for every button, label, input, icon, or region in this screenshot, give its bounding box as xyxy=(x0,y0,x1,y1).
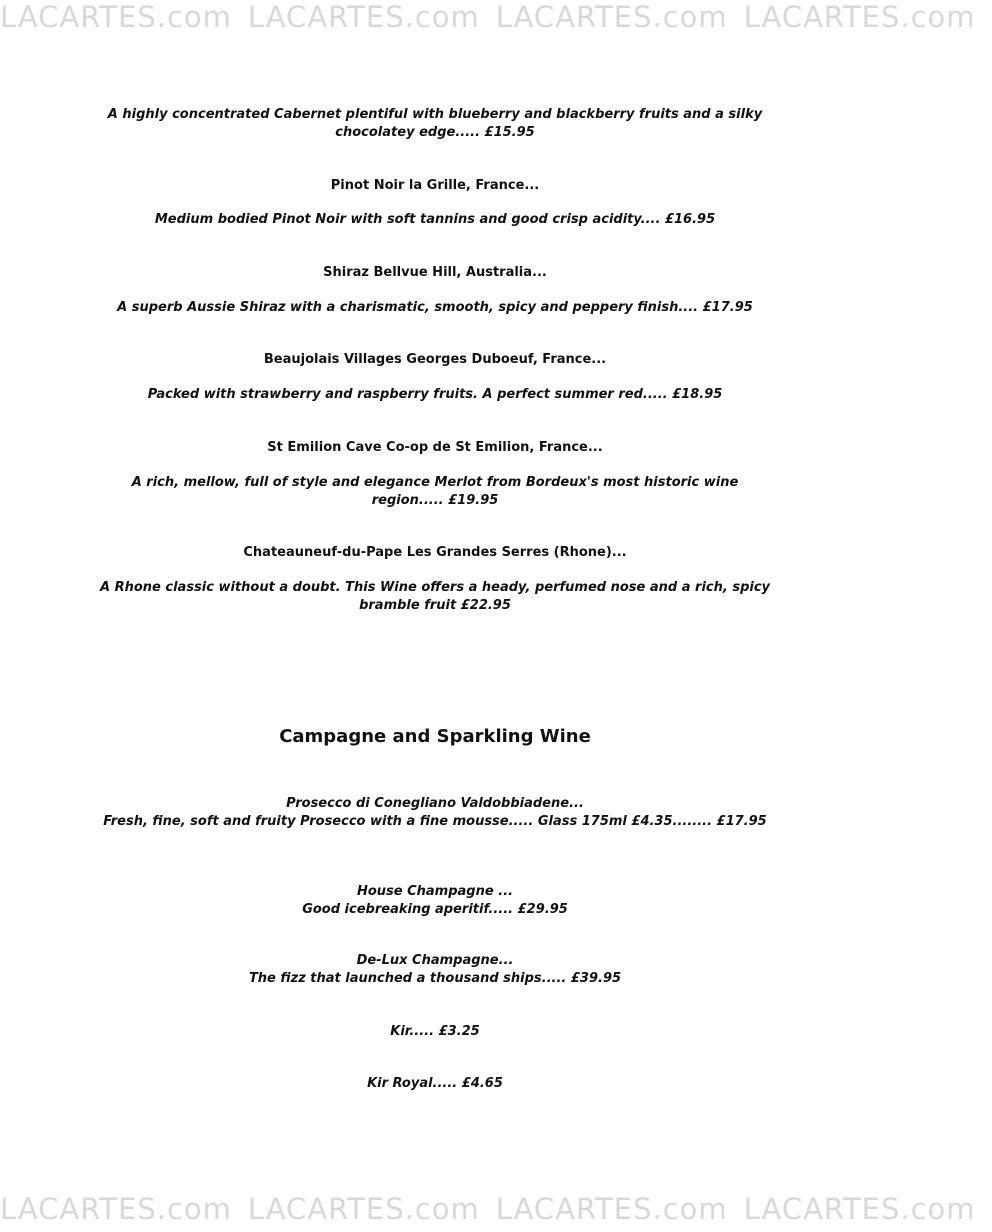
wine-name: Beaujolais Villages Georges Duboeuf, France... xyxy=(263,352,607,367)
kir-item: Kir..... £3.25 xyxy=(390,1024,480,1039)
wine-name: Chateauneuf-du-Pape Les Grandes Serres (Rhone)... xyxy=(243,545,627,560)
sparkling-description: The fizz that launched a thousand ships..... £39.95 xyxy=(248,971,622,986)
wine-description: A rich, mellow, full of style and elegance Merlot from Bordeux's most historic wine region..... £19.95 xyxy=(131,475,739,508)
watermark-text: LACARTES.com xyxy=(743,0,976,34)
wine-name: Pinot Noir la Grille, France... xyxy=(330,178,540,193)
sparkling-name: Prosecco di Conegliano Valdobbiadene... xyxy=(286,796,584,811)
watermark-top xyxy=(0,0,976,40)
watermark-text: LACARTES.com xyxy=(0,0,232,34)
sparkling-name: House Champagne ... xyxy=(356,884,514,899)
watermark-text: LACARTES.com xyxy=(247,1192,480,1226)
wine-name: St Emilion Cave Co-op de St Emilion, France... xyxy=(267,440,603,455)
watermark-text: LACARTES.com xyxy=(495,0,728,34)
wine-description: Packed with strawberry and raspberry fruits. A perfect summer red..... £18.95 xyxy=(147,387,723,402)
watermark-text: LACARTES.com xyxy=(247,0,480,34)
watermark-text: LACARTES.com xyxy=(743,1192,976,1226)
sparkling-description: Good icebreaking aperitif..... £29.95 xyxy=(302,902,568,917)
wine-description: A superb Aussie Shiraz with a charismatic, smooth, spicy and peppery finish.... £17.95 xyxy=(117,300,753,315)
sparkling-name: De-Lux Champagne... xyxy=(356,953,514,968)
cabernet-description: A highly concentrated Cabernet plentiful with blueberry and blackberry fruits and a silky chocolatey edge..... £15.95 xyxy=(107,107,763,140)
watermark-text: LACARTES.com xyxy=(0,1192,232,1226)
wine-name: Shiraz Bellvue Hill, Australia... xyxy=(323,265,547,280)
section-heading: Campagne and Sparkling Wine xyxy=(279,726,591,747)
kir-royal-item: Kir Royal..... £4.65 xyxy=(367,1076,503,1091)
sparkling-description: Fresh, fine, soft and fruity Prosecco with a fine mousse..... Glass 175ml £4.35........ £17.95 xyxy=(103,814,767,829)
wine-description: A Rhone classic without a doubt. This Wine offers a heady, perfumed nose and a rich, spicy bramble fruit £22.95 xyxy=(100,580,771,613)
watermark-text: LACARTES.com xyxy=(495,1192,728,1226)
watermark-bottom xyxy=(0,1192,976,1232)
wine-description: Medium bodied Pinot Noir with soft tannins and good crisp acidity.... £16.95 xyxy=(154,212,716,227)
